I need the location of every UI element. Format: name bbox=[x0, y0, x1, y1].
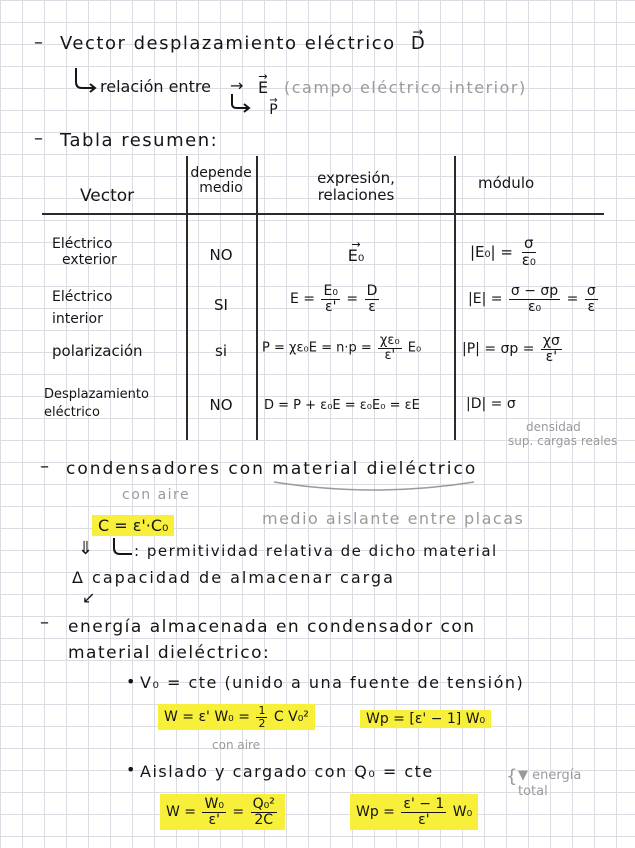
case2-text: Aislado y cargado con Q₀ = cte bbox=[140, 762, 434, 781]
section1-title bbox=[60, 33, 426, 54]
section4-title: energía almacenada en condensador con material dieléctrico: bbox=[68, 617, 476, 663]
table-header-divider bbox=[42, 213, 604, 215]
case2-energy-formula: W = $\frac{\text{W₀}}{\varepsilon'}$ = $\frac{\text{Q₀²}}{2C}$ bbox=[160, 794, 285, 830]
table-row-expression: E = $\frac{\text{E₀}}{\varepsilon'}$ = $\frac{D}{\varepsilon}$ bbox=[290, 283, 378, 315]
capacitance-formula: C = ε'·C₀ bbox=[92, 516, 174, 535]
table-row-depende: NO bbox=[209, 246, 233, 264]
section3-bullet: – bbox=[40, 456, 49, 477]
down-triangle-icon: ▼ bbox=[518, 768, 528, 783]
table-row-vector: Eléctrico exterior bbox=[52, 236, 117, 268]
table-row-modulo: |P| = σp = $\frac{\chi\sigma}{\varepsilon'}$ bbox=[462, 333, 560, 365]
table-row-depende: SI bbox=[214, 296, 228, 314]
total-energy-note: ▼ energía total bbox=[518, 768, 582, 799]
table-row-vector: Desplazamiento eléctrico bbox=[44, 387, 149, 420]
section2-title: Tabla resumen: bbox=[60, 130, 219, 151]
note-medium: medio aislante entre placas bbox=[262, 509, 525, 528]
table-header-vector: Vector bbox=[80, 186, 135, 206]
relation-E: → E bbox=[258, 78, 268, 97]
section1-bullet: – bbox=[34, 32, 43, 53]
table-row-depende: si bbox=[215, 342, 227, 360]
case1-text: V₀ = cte (unido a una fuente de tensión) bbox=[140, 673, 525, 692]
relation-label: relación entre bbox=[100, 77, 211, 96]
density-note: densidad sup. cargas reales bbox=[508, 420, 618, 448]
note-air: con aire bbox=[122, 487, 191, 503]
section2-bullet: – bbox=[34, 128, 43, 149]
table-row-modulo: |E| = $\frac{\sigma - \sigma p}{\text{ε₀}}$ = $\frac{\sigma}{\varepsilon}$ bbox=[468, 283, 596, 315]
case1-bullet: • bbox=[126, 672, 136, 691]
underline-arc bbox=[274, 480, 474, 494]
table-row-depende: NO bbox=[209, 396, 233, 414]
arrow-right-icon: → bbox=[230, 76, 244, 95]
table-row-modulo: |D| = σ bbox=[466, 396, 516, 412]
table-row-vector: polarización bbox=[52, 342, 143, 360]
relation-P: → P bbox=[269, 102, 277, 118]
arrow-hook-icon bbox=[72, 66, 102, 96]
section3-title: condensadores con material dieléctrico bbox=[66, 459, 478, 479]
arrow-hook-icon bbox=[228, 94, 254, 116]
table-row-expression: D = P + ε₀E = ε₀E₀ = εE bbox=[264, 398, 420, 413]
table-row-modulo: |E₀| = $\frac{\sigma}{\text{ε₀}}$ bbox=[470, 234, 536, 269]
section1-title-text: Vector desplazamiento eléctrico bbox=[60, 33, 396, 54]
table-row-vector: Eléctrico interior bbox=[52, 289, 113, 327]
case2-bullet: • bbox=[126, 760, 136, 779]
relation-note: (campo eléctrico interior) bbox=[284, 78, 527, 97]
table-header-depende: depende medio bbox=[190, 165, 252, 196]
case1-energy-formula: W = ε' W₀ = $\frac{1}{2}$ C V₀² bbox=[158, 704, 315, 730]
table-row-expression: P = χε₀E = n·p = $\frac{\text{χε₀}}{\varepsilon'}$ E₀ bbox=[262, 333, 422, 363]
permittivity-text: : permitividad relativa de dicho material bbox=[134, 542, 498, 560]
table-header-modulo: módulo bbox=[478, 174, 535, 192]
table-col-divider bbox=[454, 156, 456, 440]
arrow-down-left-icon: ↙ bbox=[82, 588, 96, 607]
brace-icon: { bbox=[506, 766, 518, 787]
section1-title-symbol: → D bbox=[411, 33, 426, 54]
table-row-expression: → E₀ bbox=[258, 246, 454, 265]
section4-bullet: – bbox=[40, 612, 49, 633]
case2-polarization-energy: Wp = $\frac{\varepsilon' - 1}{\varepsilon'}$ W₀ bbox=[350, 794, 478, 830]
table-header-expresion: expresión, relaciones bbox=[317, 169, 395, 204]
case1-polarization-energy: Wp = [ε' − 1] W₀ bbox=[360, 710, 491, 728]
capacity-text: Δ capacidad de almacenar carga bbox=[72, 568, 395, 587]
double-arrow-down-icon: ⇓ bbox=[78, 538, 94, 559]
case1-note: con aire bbox=[212, 738, 261, 752]
